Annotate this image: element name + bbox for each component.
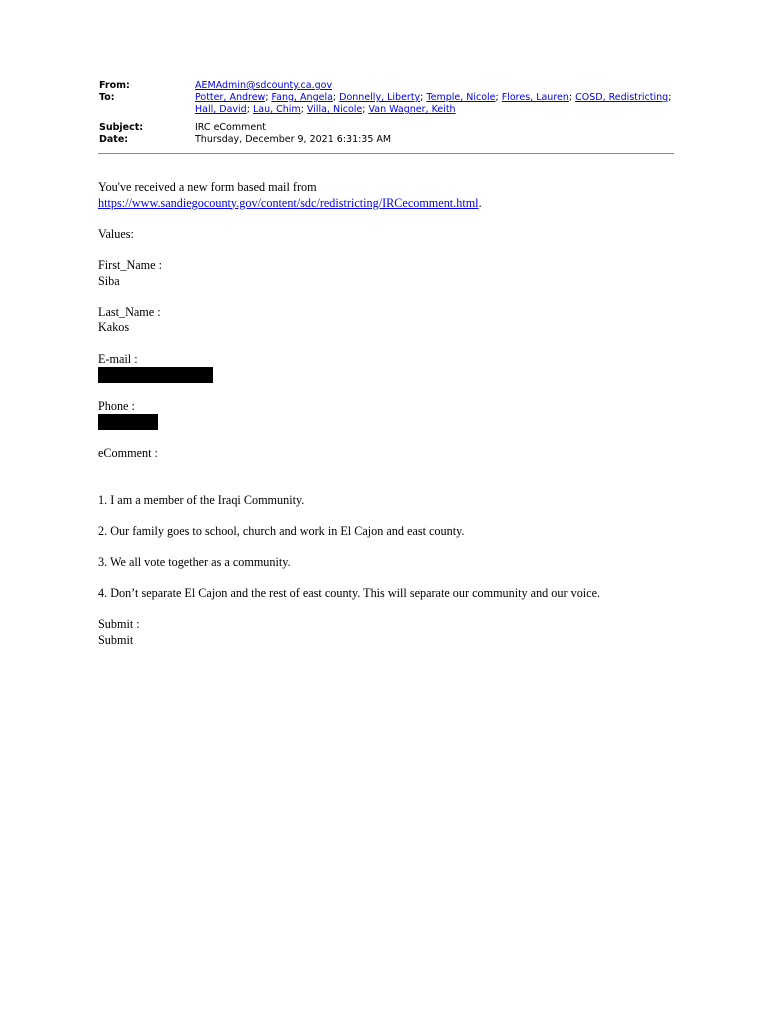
recipient-link[interactable]: Fang, Angela	[271, 92, 333, 103]
intro-paragraph	[98, 180, 678, 211]
first-name-label: First_Name :	[98, 257, 162, 272]
comment-line: 3. We all vote together as a community.	[98, 555, 291, 570]
subject-label: Subject:	[99, 122, 144, 133]
first-name-field	[98, 258, 678, 289]
recipient-link[interactable]: Potter, Andrew	[195, 92, 266, 103]
last-name-label: Last_Name :	[98, 304, 161, 319]
recipient-link[interactable]: Van Wagner, Keith	[368, 104, 456, 115]
recipient-link[interactable]: Hall, David	[195, 104, 247, 115]
subject-row	[99, 122, 674, 134]
form-url-link[interactable]: https://www.sandiegocounty.gov/content/sdc/redistricting/IRCecomment.html	[98, 195, 479, 210]
date-value: Thursday, December 9, 2021 6:31:35 AM	[195, 134, 392, 145]
recipient-link[interactable]: Donnelly, Liberty	[339, 92, 421, 103]
first-name-value: Siba	[98, 273, 120, 288]
recipient-list: Potter, Andrew; Fang, Angela; Donnelly, Liberty; Temple, Nicole; Flores, Lauren; COSD, Redistricting; Hall, David; Lau, Chim; Villa, Nicole; Van Wagner, Keith	[195, 92, 672, 115]
email-label: E-mail :	[98, 351, 138, 366]
subject-value: IRC eComment	[195, 122, 266, 133]
last-name-field	[98, 305, 678, 336]
comment-line: 2. Our family goes to school, church and work in El Cajon and east county.	[98, 523, 465, 538]
recipient-link[interactable]: Villa, Nicole	[306, 104, 363, 115]
from-link[interactable]: AEMAdmin@sdcounty.ca.gov	[195, 80, 333, 91]
date-row	[99, 134, 674, 146]
intro-text: You've received a new form based mail from	[98, 180, 317, 194]
comment-line: 1. I am a member of the Iraqi Community.	[98, 492, 305, 507]
email-redaction	[98, 367, 213, 383]
ecomment-label: eComment :	[98, 445, 158, 460]
recipient-link[interactable]: Flores, Lauren	[501, 92, 569, 103]
comment-line: 4. Don’t separate El Cajon and the rest of east county. This will separate our community and our voice.	[98, 586, 601, 601]
values-label: Values:	[98, 226, 134, 241]
to-row	[99, 92, 674, 116]
header-divider	[98, 153, 674, 154]
recipient-link[interactable]: Temple, Nicole	[426, 92, 496, 103]
submit-value: Submit	[98, 633, 134, 648]
from-row	[99, 80, 674, 92]
phone-label: Phone :	[98, 398, 135, 413]
email-header	[99, 80, 674, 146]
submit-label: Submit :	[98, 617, 140, 632]
phone-field	[98, 399, 678, 431]
url-suffix: .	[478, 195, 482, 210]
phone-redaction	[98, 414, 158, 430]
recipient-link[interactable]: COSD, Redistricting	[575, 92, 669, 103]
recipient-link[interactable]: Lau, Chim	[252, 104, 301, 115]
submit-field	[98, 617, 678, 648]
date-label: Date:	[99, 134, 129, 145]
last-name-value: Kakos	[98, 320, 130, 335]
from-label: From:	[99, 80, 130, 91]
email-field	[98, 352, 678, 384]
to-label: To:	[99, 92, 115, 103]
email-body	[98, 180, 678, 664]
